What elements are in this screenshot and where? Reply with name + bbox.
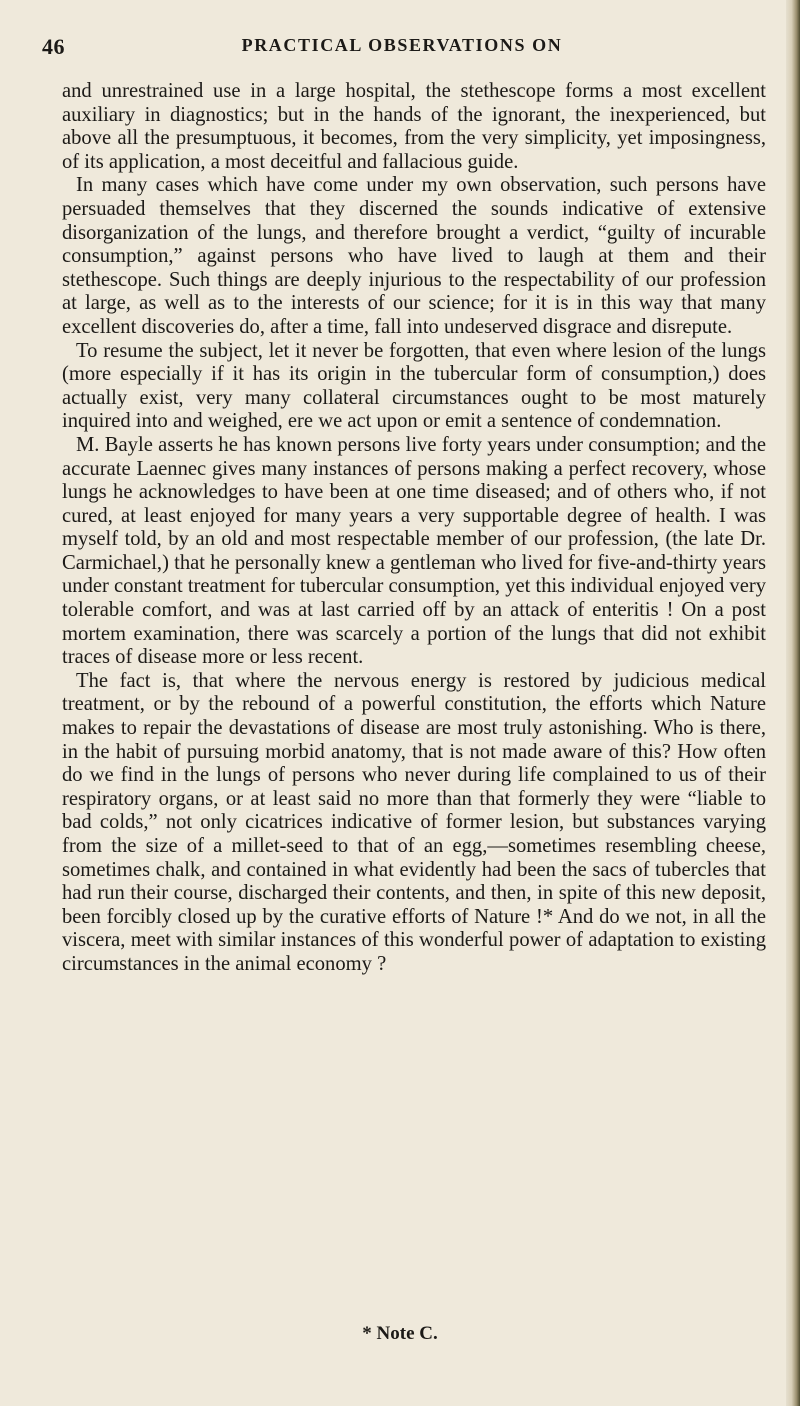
running-title: PRACTICAL OBSERVATIONS ON [241, 35, 563, 55]
body-text [62, 80, 766, 977]
running-head [42, 34, 762, 64]
paragraph-continuation: and unrestrained use in a large hospital, the stethescope forms a most excellent auxiliary in diagnostics; but in the hands of the ignorant, the inexperienced, but above all the presumptuous, it becomes, from the very simplicity, yet imposingness, of its application, a most deceitful and fallacious guide. [62, 80, 766, 173]
page-number: 46 [42, 34, 65, 59]
paragraph-nature-efforts: The fact is, that where the nervous energy is restored by judicious medical treatment, or by the rebound of a powerful constitution, the efforts which Nature makes to repair the devastations of disease are most truly astonishing. Who is there, in the habit of pursuing morbid anatomy, that is not made aware of this? How often do we find in the lungs of persons who never during life complained to us of their respiratory organs, or at least said no more than that formerly they were “liable to bad colds,” not only cicatrices indicative of former lesion, but substances varying from the size of a millet-seed to that of an egg,—sometimes resembling cheese, sometimes chalk, and contained in what evidently had been the sacs of tubercles that had run their course, discharged their contents, and then, in spite of this new deposit, been forcibly closed up by the curative efforts of Nature !* And do we not, in all the viscera, meet with similar instances of this wonderful power of adaptation to existing circumstances in the animal economy ? [62, 669, 766, 975]
paragraph-resume-subject: To resume the subject, let it never be forgotten, that even where lesion of the lungs (more especially if it has its origin in the tubercular form of consumption,) does actually exist, very many collateral circumstances ought to be most maturely inquired into and weighed, ere we act upon or emit a sentence of condemnation. [62, 339, 766, 433]
page-edge-shadow [786, 0, 800, 1406]
paragraph-bayle-laennec: M. Bayle asserts he has known persons live forty years under consumption; and the accurate Laennec gives many instances of persons making a perfect recovery, whose lungs he acknowledges to have been at one time diseased; and of others who, if not cured, at least enjoyed for many years a very supportable degree of health. I was myself told, by an old and most respectable member of our profession, (the late Dr. Carmichael,) that he personally knew a gentleman who lived for five-and-thirty years under constant treatment for tubercular consumption, yet this individual enjoyed very tolerable comfort, and was at last carried off by an attack of enteritis ! On a post mortem examination, there was scarcely a portion of the lungs that did not exhibit traces of disease more or less recent. [62, 433, 766, 669]
paragraph-stethescope-cases: In many cases which have come under my own observation, such persons have persuaded themselves that they discerned the sounds indicative of extensive disorganization of the lungs, and therefore brought a verdict, “guilty of incurable consumption,” against persons who have lived to laugh at them and their stethescope. Such things are deeply injurious to the respectability of our profession at large, as well as to the interests of our science; for it is in this way that many excellent discoveries do, after a time, fall into undeserved disgrace and disrepute. [62, 174, 766, 338]
footnote: * Note C. [362, 1323, 438, 1344]
